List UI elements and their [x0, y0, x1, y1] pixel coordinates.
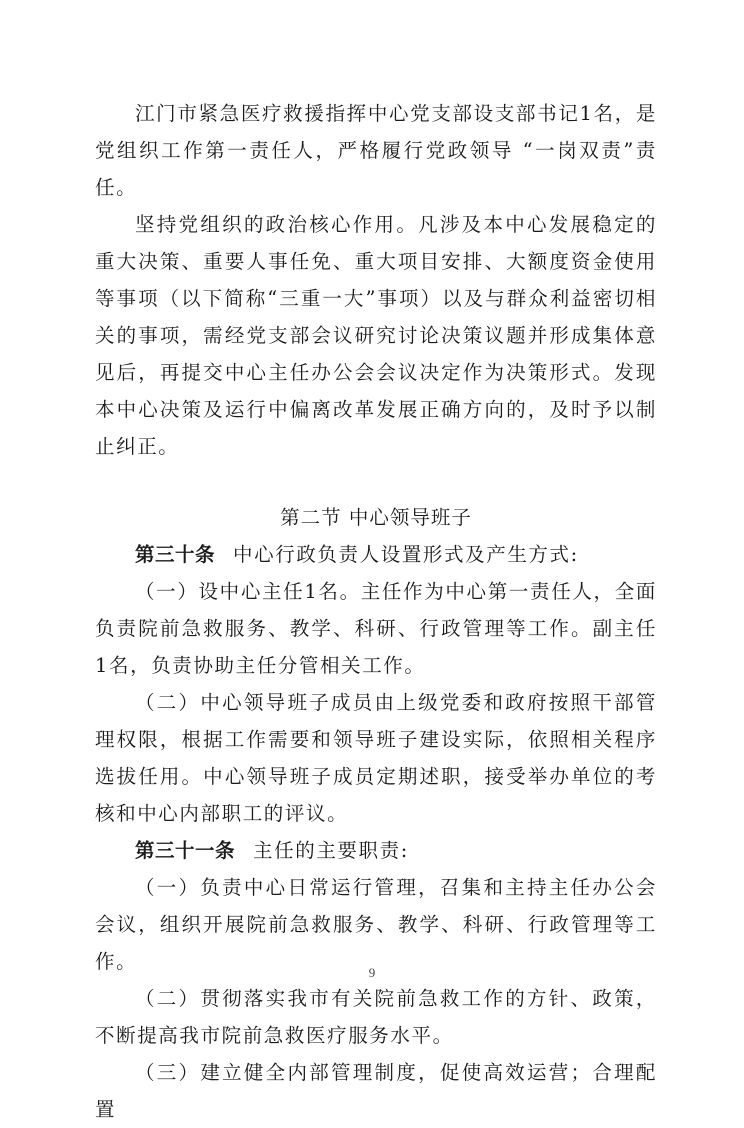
article-31-label: 第三十一条: [135, 839, 236, 862]
article-31-item-1: （一）负责中心日常运行管理，召集和主持主任办公会会议，组织开展院前急救服务、教学、科研、行政管理等工作。: [95, 876, 657, 973]
article-30-item-1: （一）设中心主任1名。主任作为中心第一责任人，全面负责院前急救服务、教学、科研、行政管理等工作。副主任1名，负责协助主任分管相关工作。: [95, 580, 657, 677]
paragraph-party-secretary: 江门市紧急医疗救援指挥中心党支部设支部书记1名，是党组织工作第一责任人，严格履行党政领导 “一岗双责”责任。: [95, 102, 657, 199]
article-30-title: 中心行政负责人设置形式及产生方式:: [233, 543, 579, 566]
section-gap: [95, 465, 657, 499]
page-number: 9: [368, 965, 376, 980]
paragraph-party-core-role: 坚持党组织的政治核心作用。凡涉及本中心发展稳定的重大决策、重要人事任免、重大项目安排、大额度资金使用等事项（以下简称“三重一大”事项）以及与群众利益密切相关的事项，需经党支部会议研究讨论决策议题并形成集体意见后，再提交中心主任办公会会议决定作为决策形式。发现本中心决策及运行中偏离改革发展正确方向的，及时予以制止纠正。: [95, 213, 657, 458]
article-31-heading: [95, 832, 657, 869]
article-31-item-2: （二）贯彻落实我市有关院前急救工作的方针、政策，不断提高我市院前急救医疗服务水平。: [95, 987, 657, 1047]
article-30-item-2: （二）中心领导班子成员由上级党委和政府按照干部管理权限，根据工作需要和领导班子建设实际，依照相关程序选拔任用。中心领导班子成员定期述职，接受举办单位的考核和中心内部职工的评议。: [95, 691, 657, 825]
section-heading: 第二节 中心领导班子: [280, 506, 472, 529]
article-31-title: 主任的主要职责:: [253, 839, 409, 862]
article-30-label: 第三十条: [135, 543, 216, 566]
article-30-heading: [95, 536, 657, 573]
article-31-item-3: （三）建立健全内部管理制度，促使高效运营；合理配置: [95, 1061, 657, 1121]
